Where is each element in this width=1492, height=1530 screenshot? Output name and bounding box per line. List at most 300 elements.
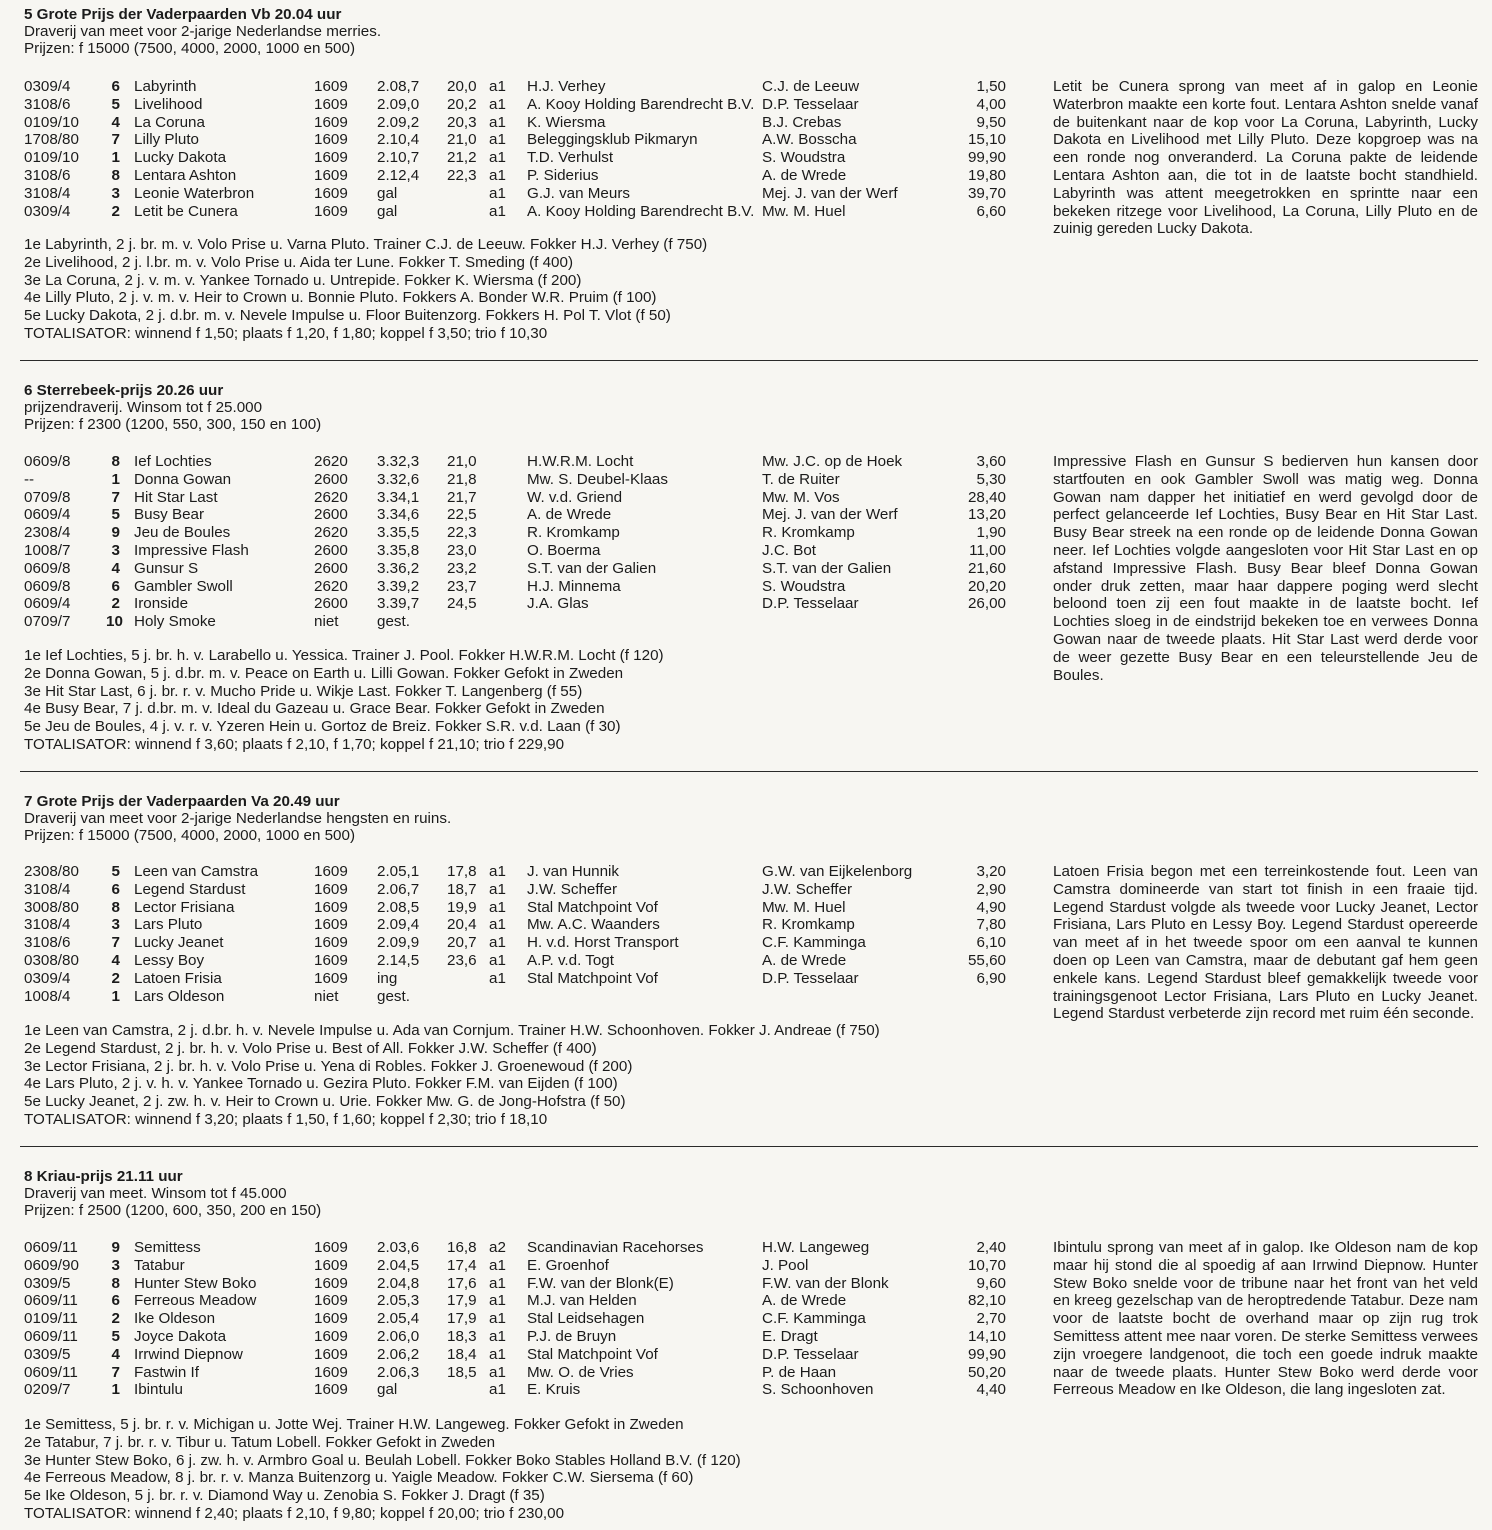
cell-start: a1: [489, 880, 506, 898]
cell-kmt: 23,6: [447, 951, 477, 969]
cell-code: 2308/80: [24, 863, 79, 880]
cell-time: 2.04,8: [377, 1274, 420, 1292]
cell-num: 4: [111, 559, 120, 577]
race-title: 8 Kriau-prijs 21.11 uur: [24, 1168, 183, 1185]
cell-odds: 6,90: [976, 969, 1006, 987]
cell-kmt: 21,2: [447, 149, 477, 167]
placing-line: 2e Legend Stardust, 2 j. br. h. v. Volo Prise u. Best of All. Fokker J.W. Scheffer (f 400): [24, 1039, 597, 1057]
table-row: [0, 916, 1040, 934]
cell-driver: G.W. van Eijkelenborg: [762, 863, 913, 880]
cell-odds: 14,10: [967, 1327, 1006, 1345]
cell-odds: 39,70: [967, 184, 1006, 202]
cell-driver: S. Woudstra: [762, 149, 846, 167]
cell-num: 4: [111, 113, 120, 131]
cell-owner: Stal Leidsehagen: [527, 1310, 645, 1328]
cell-time: 3.39,2: [377, 577, 420, 595]
placing-line: 1e Ief Lochties, 5 j. br. h. v. Larabello u. Yessica. Trainer J. Pool. Fokker H.W.R.M. Locht (f 120): [24, 647, 664, 664]
cell-code: --: [24, 470, 35, 488]
cell-owner: Mw. O. de Vries: [527, 1363, 634, 1381]
cell-odds: 2,90: [976, 880, 1006, 898]
placings-list: [24, 1416, 741, 1523]
cell-code: 0309/4: [24, 202, 71, 220]
cell-time: gal: [377, 184, 398, 202]
cell-owner: Stal Matchpoint Vof: [527, 969, 658, 987]
results-table: [0, 453, 1040, 631]
cell-owner: P.J. de Bruyn: [527, 1327, 617, 1345]
cell-odds: 15,10: [967, 131, 1006, 149]
cell-driver: C.F. Kamminga: [762, 934, 866, 952]
cell-kmt: 20,3: [447, 113, 477, 131]
cell-driver: Mej. J. van der Werf: [762, 184, 898, 202]
cell-dist: 1609: [314, 1256, 348, 1274]
cell-time: 2.05,4: [377, 1310, 420, 1328]
cell-dist: 1609: [314, 1381, 348, 1399]
cell-num: 9: [111, 1239, 120, 1256]
placing-line: 3e Lector Frisiana, 2 j. br. h. v. Volo Prise u. Yena di Robles. Fokker J. Groenewoud (f 200): [24, 1057, 633, 1075]
cell-odds: 4,00: [976, 95, 1006, 113]
totalisator-line: TOTALISATOR: winnend f 3,20; plaats f 1,50, f 1,60; koppel f 2,30; trio f 18,10: [24, 1110, 548, 1128]
cell-owner: E. Groenhof: [527, 1256, 609, 1274]
placing-line: 1e Semittess, 5 j. br. r. v. Michigan u. Jotte Wej. Trainer H.W. Langeweg. Fokker Gefokt in Zweden: [24, 1416, 684, 1433]
cell-kmt: 23,7: [447, 577, 477, 595]
totalisator-line: TOTALISATOR: winnend f 3,60; plaats f 2,10, f 1,70; koppel f 21,10; trio f 229,90: [24, 735, 565, 753]
cell-dist: 1609: [314, 1327, 348, 1345]
cell-num: 4: [111, 951, 120, 969]
cell-dist: 1609: [314, 1310, 348, 1328]
table-row: [0, 1364, 1040, 1382]
cell-num: 8: [111, 453, 120, 470]
cell-code: 0109/10: [24, 113, 79, 131]
cell-horse: Lector Frisiana: [134, 898, 235, 916]
cell-dist: 1609: [314, 1363, 348, 1381]
cell-dist: 2620: [314, 577, 348, 595]
cell-kmt: 20,0: [447, 78, 477, 95]
cell-driver: C.J. de Leeuw: [762, 78, 860, 95]
cell-horse: Joyce Dakota: [134, 1327, 227, 1345]
cell-odds: 3,20: [976, 863, 1006, 880]
placing-line: 5e Lucky Dakota, 2 j. d.br. m. v. Nevele Impulse u. Floor Buitenzorg. Fokkers H. Pol T. Vlot (f 50): [24, 307, 671, 325]
cell-odds: 4,40: [976, 1381, 1006, 1399]
table-row: [0, 203, 1040, 221]
table-row: [0, 899, 1040, 917]
table-row: [0, 1310, 1040, 1328]
cell-kmt: 21,0: [447, 453, 477, 470]
cell-horse: Lars Oldeson: [134, 987, 225, 1005]
race-prizes: Prijzen: f 15000 (7500, 4000, 2000, 1000 en 500): [24, 40, 356, 57]
cell-dist: 1609: [314, 969, 348, 987]
cell-driver: H.W. Langeweg: [762, 1239, 870, 1256]
cell-dist: 1609: [314, 149, 348, 167]
cell-start: a1: [489, 969, 506, 987]
table-row: [0, 863, 1040, 881]
cell-driver: Mw. M. Huel: [762, 898, 846, 916]
table-row: [0, 114, 1040, 132]
cell-driver: Mw. M. Vos: [762, 488, 840, 506]
cell-dist: 1609: [314, 898, 348, 916]
cell-horse: Ferreous Meadow: [134, 1292, 257, 1310]
cell-start: a1: [489, 1292, 506, 1310]
cell-dist: 1609: [314, 78, 348, 95]
cell-code: 1008/7: [24, 541, 71, 559]
section-divider: [20, 1146, 1478, 1147]
results-table: [0, 1239, 1040, 1399]
cell-num: 9: [111, 524, 120, 542]
cell-time: 2.06,2: [377, 1345, 420, 1363]
cell-odds: 7,80: [976, 916, 1006, 934]
cell-dist: 1609: [314, 166, 348, 184]
race-title: 6 Sterrebeek-prijs 20.26 uur: [24, 382, 224, 399]
cell-code: 0109/10: [24, 149, 79, 167]
cell-time: 3.35,5: [377, 524, 420, 542]
cell-horse: Fastwin If: [134, 1363, 199, 1381]
cell-dist: 2600: [314, 541, 348, 559]
cell-start: a1: [489, 113, 506, 131]
cell-kmt: 20,2: [447, 95, 477, 113]
cell-num: 7: [111, 1363, 120, 1381]
cell-code: 0609/11: [24, 1327, 78, 1345]
totalisator-line: TOTALISATOR: winnend f 1,50; plaats f 1,20, f 1,80; koppel f 3,50; trio f 10,30: [24, 324, 548, 342]
placing-line: 1e Leen van Camstra, 2 j. d.br. h. v. Nevele Impulse u. Ada van Cornjum. Trainer H.W. Schoonhoven. Fokker J. Andreae (f 750): [24, 1022, 880, 1039]
table-row: [0, 578, 1040, 596]
cell-dist: niet: [314, 613, 339, 631]
cell-odds: 11,00: [969, 541, 1006, 559]
cell-horse: Busy Bear: [134, 506, 205, 524]
cell-owner: O. Boerma: [527, 541, 601, 559]
cell-start: a1: [489, 916, 506, 934]
cell-odds: 6,10: [976, 934, 1006, 952]
cell-num: 3: [111, 541, 120, 559]
cell-code: 1008/4: [24, 987, 71, 1005]
cell-driver: B.J. Crebas: [762, 113, 842, 131]
cell-time: gal: [377, 1381, 398, 1399]
results-table: [0, 78, 1040, 220]
table-row: [0, 185, 1040, 203]
table-row: [0, 524, 1040, 542]
cell-num: 6: [111, 577, 120, 595]
cell-time: 2.05,3: [377, 1292, 420, 1310]
placing-line: 3e La Coruna, 2 j. v. m. v. Yankee Tornado u. Untrepide. Fokker K. Wiersma (f 200): [24, 271, 582, 289]
placing-line: 3e Hit Star Last, 6 j. br. r. v. Mucho Pride u. Wikje Last. Fokker T. Langenberg (f 55): [24, 682, 583, 700]
cell-num: 8: [111, 166, 120, 184]
cell-code: 0309/4: [24, 969, 71, 987]
cell-horse: Holy Smoke: [134, 613, 216, 631]
cell-code: 3108/4: [24, 880, 71, 898]
cell-driver: D.P. Tesselaar: [762, 95, 859, 113]
cell-owner: P. Siderius: [527, 166, 599, 184]
cell-horse: Ief Lochties: [134, 453, 212, 470]
cell-code: 3008/80: [24, 898, 79, 916]
cell-time: 2.14,5: [377, 951, 420, 969]
cell-start: a1: [489, 149, 506, 167]
cell-odds: 6,60: [976, 202, 1006, 220]
table-row: [0, 78, 1040, 96]
cell-num: 1: [111, 1381, 120, 1399]
cell-num: 4: [111, 1345, 120, 1363]
cell-horse: Gunsur S: [134, 559, 199, 577]
cell-horse: Lucky Jeanet: [134, 934, 224, 952]
cell-code: 0309/4: [24, 78, 71, 95]
race-subtitle: Draverij van meet voor 2-jarige Nederlandse merries.: [24, 23, 382, 40]
cell-num: 3: [111, 1256, 120, 1274]
cell-odds: 19,80: [967, 166, 1006, 184]
placing-line: 4e Lars Pluto, 2 j. v. h. v. Yankee Tornado u. Gezira Pluto. Fokker F.M. van Eijden (f 100): [24, 1075, 618, 1093]
cell-kmt: 23,0: [447, 541, 477, 559]
cell-dist: 2620: [314, 453, 348, 470]
placing-line: 4e Busy Bear, 7 j. d.br. m. v. Ideal du Gazeau u. Grace Bear. Fokker Gefokt in Zweden: [24, 700, 605, 718]
cell-owner: J. van Hunnik: [527, 863, 620, 880]
cell-num: 3: [111, 184, 120, 202]
cell-odds: 10,70: [967, 1256, 1006, 1274]
cell-horse: Lentara Ashton: [134, 166, 237, 184]
cell-time: 3.32,3: [377, 453, 420, 470]
cell-owner: E. Kruis: [527, 1381, 581, 1399]
cell-odds: 2,40: [976, 1239, 1006, 1256]
cell-time: gal: [377, 202, 398, 220]
cell-driver: D.P. Tesselaar: [762, 595, 859, 613]
cell-odds: 99,90: [967, 1345, 1006, 1363]
cell-time: 3.32,6: [377, 470, 420, 488]
cell-code: 3108/4: [24, 916, 71, 934]
cell-odds: 9,60: [976, 1274, 1006, 1292]
cell-owner: J.A. Glas: [527, 595, 589, 613]
cell-code: 3108/4: [24, 184, 71, 202]
cell-num: 7: [111, 488, 120, 506]
cell-kmt: 18,5: [447, 1363, 477, 1381]
race-comment: Ibintulu sprong van meet af in galop. Ike Oldeson nam de kop maar hij stond die al spoedig af aan Irrwind Diepnow. Hunter Stew Boko snelde voor de tribune naar het front van het veld en kreeg gezelschap van de heroptredende Tatabur. Deze nam voor de laatste bocht de overhand maar op zijn rug trok Semittess attent mee naar voren. De sterke Semittess verwees zijn vroegere landgenoot, die toch een goede indruk maakte naar de tweede plaats. Hunter Stew Boko werd derde voor Ferreous Meadow en Ike Oldeson, die lang ingesloten zat.: [1053, 1239, 1478, 1399]
cell-code: 0609/8: [24, 577, 71, 595]
cell-time: 2.10,4: [377, 131, 420, 149]
race-title: 5 Grote Prijs der Vaderpaarden Vb 20.04 uur: [24, 6, 342, 23]
cell-num: 8: [111, 1274, 120, 1292]
cell-horse: Impressive Flash: [134, 541, 249, 559]
cell-start: a1: [489, 202, 506, 220]
cell-driver: A. de Wrede: [762, 951, 847, 969]
cell-kmt: 17,9: [447, 1292, 477, 1310]
cell-horse: Leen van Camstra: [134, 863, 259, 880]
cell-dist: 2600: [314, 470, 348, 488]
cell-kmt: 22,3: [447, 524, 477, 542]
table-row: [0, 471, 1040, 489]
cell-time: gest.: [377, 613, 410, 631]
cell-code: 0709/7: [24, 613, 71, 631]
placing-line: 5e Jeu de Boules, 4 j. v. r. v. Yzeren Hein u. Gortoz de Breiz. Fokker S.R. v.d. Laan (f 30): [24, 718, 621, 736]
table-row: [0, 1328, 1040, 1346]
cell-time: 2.09,2: [377, 113, 420, 131]
cell-odds: 20,20: [967, 577, 1006, 595]
cell-driver: J. Pool: [762, 1256, 809, 1274]
cell-kmt: 17,6: [447, 1274, 477, 1292]
cell-time: 2.08,5: [377, 898, 420, 916]
cell-kmt: 21,0: [447, 131, 477, 149]
cell-horse: La Coruna: [134, 113, 205, 131]
cell-num: 2: [111, 202, 120, 220]
cell-time: 2.06,0: [377, 1327, 420, 1345]
cell-code: 0209/7: [24, 1381, 71, 1399]
cell-time: 3.34,1: [377, 488, 420, 506]
cell-owner: H. v.d. Horst Transport: [527, 934, 679, 952]
cell-owner: Mw. A.C. Waanders: [527, 916, 660, 934]
cell-dist: 1609: [314, 1292, 348, 1310]
table-row: [0, 506, 1040, 524]
table-row: [0, 1275, 1040, 1293]
cell-time: ing: [377, 969, 398, 987]
cell-horse: Lilly Pluto: [134, 131, 199, 149]
race-title: 7 Grote Prijs der Vaderpaarden Va 20.49 uur: [24, 793, 340, 810]
cell-odds: 26,00: [967, 595, 1006, 613]
cell-dist: 1609: [314, 95, 348, 113]
cell-time: 2.10,7: [377, 149, 420, 167]
cell-num: 2: [111, 1310, 120, 1328]
cell-time: 2.05,1: [377, 863, 420, 880]
cell-horse: Labyrinth: [134, 78, 197, 95]
table-row: [0, 881, 1040, 899]
cell-code: 0308/80: [24, 951, 79, 969]
cell-num: 7: [111, 934, 120, 952]
cell-start: a1: [489, 951, 506, 969]
race-comment: Impressive Flash en Gunsur S bedierven hun kansen door startfouten en ook Gambler Swoll was matig weg. Donna Gowan nam dapper het initiatief en werd gevolgd door de perfect gelanceerde Ief Lochties, Busy Bear en Hit Star Last. Busy Bear streek na een ronde op de leidende Donna Gowan neer. Ief Lochties volgde aangesloten voor Hit Star Last en op afstand Impressive Flash. Busy Bear bleef Donna Gowan onder druk zetten, maar haar dappere poging werd slecht beloond toen zij een fout maakte in de laatste bocht. Ief Lochties sloeg in de eindstrijd bekeken toe en verwees Donna Gowan naar de tweede plaats. Hit Star Last werd derde voor de weer gezette Busy Bear en een teleurstellende Jeu de Boules.: [1053, 453, 1478, 684]
cell-kmt: 17,9: [447, 1310, 477, 1328]
cell-driver: A.W. Bosscha: [762, 131, 857, 149]
placing-line: 5e Ike Oldeson, 5 j. br. r. v. Diamond Way u. Zenobia S. Fokker J. Dragt (f 35): [24, 1487, 545, 1505]
table-row: [0, 988, 1040, 1006]
cell-num: 5: [111, 1327, 120, 1345]
table-row: [0, 131, 1040, 149]
race-subtitle: Draverij van meet voor 2-jarige Nederlandse hengsten en ruins.: [24, 810, 452, 827]
cell-owner: H.J. Verhey: [527, 78, 606, 95]
cell-horse: Lessy Boy: [134, 951, 205, 969]
cell-horse: Latoen Frisia: [134, 969, 222, 987]
cell-driver: A. de Wrede: [762, 166, 847, 184]
cell-start: a1: [489, 95, 506, 113]
cell-odds: 21,60: [967, 559, 1006, 577]
cell-owner: A.P. v.d. Togt: [527, 951, 614, 969]
cell-driver: S. Woudstra: [762, 577, 846, 595]
race-comment: Letit be Cunera sprong van meet af in galop en Leonie Waterbron maakte een korte fout. Lentara Ashton snelde vanaf de buitenkant naar de kop voor La Coruna, Labyrinth, Lucky Dakota en Livelihood met Lilly Pluto. Deze kopgroep was na een ronde nog onveranderd. La Coruna pakte de leidende Lentara Ashton aan, die tot in de laatste bocht standhield. Labyrinth was attent meegetrokken en sprintte naar een bekeken ritzege voor Livelihood, La Coruna, Lilly Pluto en de zuinig gereden Lucky Dakota.: [1053, 78, 1478, 238]
cell-owner: T.D. Verhulst: [527, 149, 614, 167]
cell-owner: R. Kromkamp: [527, 524, 620, 542]
cell-kmt: 20,7: [447, 934, 477, 952]
cell-kmt: 20,4: [447, 916, 477, 934]
cell-odds: 1,90: [976, 524, 1006, 542]
cell-odds: 2,70: [976, 1310, 1006, 1328]
cell-owner: K. Wiersma: [527, 113, 606, 131]
cell-time: 2.08,7: [377, 78, 420, 95]
placing-line: 3e Hunter Stew Boko, 6 j. zw. h. v. Armbro Goal u. Beulah Lobell. Fokker Boko Stables Holland B.V. (f 120): [24, 1451, 741, 1469]
cell-num: 5: [111, 95, 120, 113]
cell-num: 2: [111, 595, 120, 613]
placing-line: 5e Lucky Jeanet, 2 j. zw. h. v. Heir to Crown u. Urie. Fokker Mw. G. de Jong-Hofstra (f 50): [24, 1093, 626, 1111]
cell-time: 3.35,8: [377, 541, 420, 559]
cell-start: a1: [489, 184, 506, 202]
cell-time: 2.09,9: [377, 934, 420, 952]
cell-start: a1: [489, 898, 506, 916]
table-row: [0, 1292, 1040, 1310]
race-subtitle: prijzendraverij. Winsom tot f 25.000: [24, 399, 263, 416]
cell-odds: 9,50: [976, 113, 1006, 131]
cell-time: gest.: [377, 987, 410, 1005]
cell-time: 2.12,4: [377, 166, 420, 184]
cell-start: a1: [489, 78, 506, 95]
cell-driver: Mw. J.C. op de Hoek: [762, 453, 903, 470]
cell-dist: 2620: [314, 488, 348, 506]
placing-line: 2e Donna Gowan, 5 j. d.br. m. v. Peace on Earth u. Lilli Gowan. Fokker Gefokt in Zweden: [24, 664, 624, 682]
race-subtitle: Draverij van meet. Winsom tot f 45.000: [24, 1185, 287, 1202]
cell-kmt: 23,2: [447, 559, 477, 577]
table-row: [0, 560, 1040, 578]
cell-start: a1: [489, 1274, 506, 1292]
cell-time: 2.04,5: [377, 1256, 420, 1274]
cell-num: 2: [111, 969, 120, 987]
cell-driver: E. Dragt: [762, 1327, 818, 1345]
cell-driver: J.W. Scheffer: [762, 880, 853, 898]
table-row: [0, 1239, 1040, 1257]
cell-owner: H.W.R.M. Locht: [527, 453, 634, 470]
cell-dist: 1609: [314, 1345, 348, 1363]
cell-code: 0609/8: [24, 453, 71, 470]
cell-odds: 13,20: [967, 506, 1006, 524]
table-row: [0, 453, 1040, 471]
cell-code: 3108/6: [24, 166, 71, 184]
cell-horse: Hunter Stew Boko: [134, 1274, 257, 1292]
cell-time: 3.34,6: [377, 506, 420, 524]
cell-horse: Leonie Waterbron: [134, 184, 255, 202]
cell-num: 10: [106, 613, 123, 631]
results-table: [0, 863, 1040, 1005]
cell-kmt: 24,5: [447, 595, 477, 613]
table-row: [0, 489, 1040, 507]
table-row: [0, 149, 1040, 167]
cell-dist: 1609: [314, 863, 348, 880]
race-prizes: Prijzen: f 15000 (7500, 4000, 2000, 1000 en 500): [24, 827, 356, 844]
cell-odds: 50,20: [967, 1363, 1006, 1381]
cell-dist: 1609: [314, 951, 348, 969]
cell-start: a1: [489, 166, 506, 184]
cell-code: 0709/8: [24, 488, 71, 506]
cell-dist: 2600: [314, 506, 348, 524]
cell-dist: 2600: [314, 595, 348, 613]
placing-line: 2e Tatabur, 7 j. br. r. v. Tibur u. Tatum Lobell. Fokker Gefokt in Zweden: [24, 1433, 496, 1451]
cell-num: 3: [111, 916, 120, 934]
cell-start: a1: [489, 1310, 506, 1328]
cell-odds: 4,90: [976, 898, 1006, 916]
cell-num: 6: [111, 1292, 120, 1310]
cell-time: 2.09,4: [377, 916, 420, 934]
table-row: [0, 1346, 1040, 1364]
cell-kmt: 18,4: [447, 1345, 477, 1363]
cell-num: 8: [111, 898, 120, 916]
cell-num: 5: [111, 863, 120, 880]
cell-dist: 2620: [314, 524, 348, 542]
cell-horse: Lars Pluto: [134, 916, 203, 934]
table-row: [0, 542, 1040, 560]
cell-owner: M.J. van Helden: [527, 1292, 637, 1310]
table-row: [0, 1257, 1040, 1275]
cell-kmt: 18,3: [447, 1327, 477, 1345]
cell-owner: Beleggingsklub Pikmaryn: [527, 131, 698, 149]
cell-dist: 1609: [314, 916, 348, 934]
cell-horse: Ike Oldeson: [134, 1310, 216, 1328]
cell-start: a1: [489, 1256, 506, 1274]
cell-num: 1: [111, 987, 120, 1005]
cell-start: a1: [489, 131, 506, 149]
cell-owner: Mw. S. Deubel-Klaas: [527, 470, 668, 488]
cell-kmt: 22,5: [447, 506, 477, 524]
cell-odds: 28,40: [967, 488, 1006, 506]
cell-horse: Semittess: [134, 1239, 201, 1256]
cell-driver: Mw. M. Huel: [762, 202, 846, 220]
cell-horse: Ibintulu: [134, 1381, 183, 1399]
cell-horse: Jeu de Boules: [134, 524, 231, 542]
